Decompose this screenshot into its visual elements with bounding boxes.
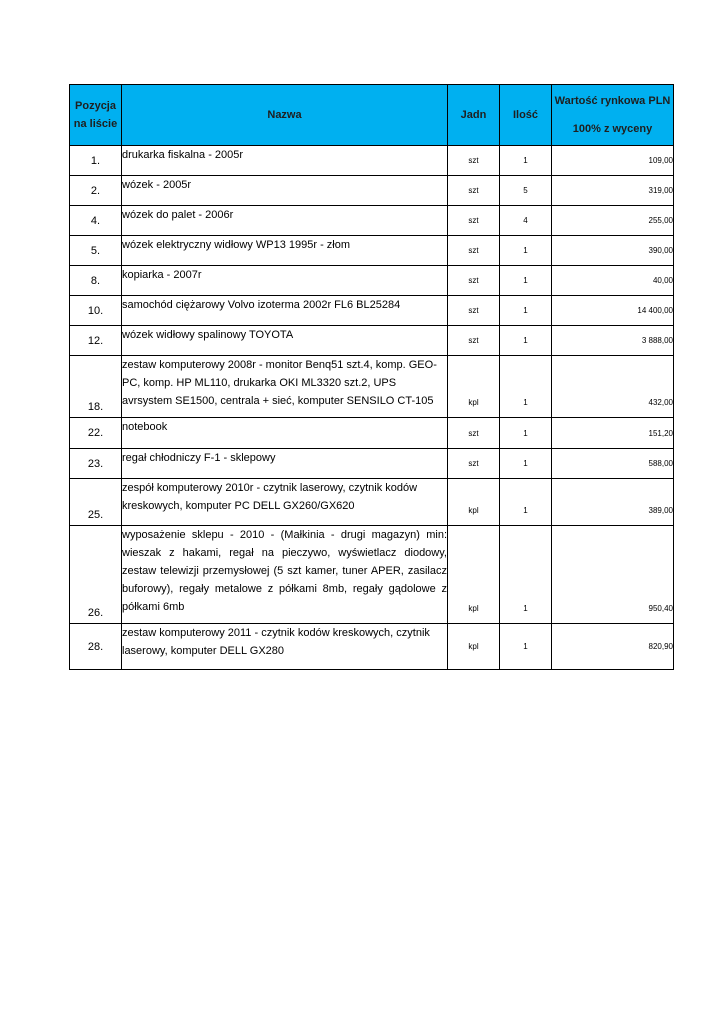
row-value: 820,90 [552, 624, 674, 670]
row-unit: kpl [448, 356, 500, 418]
row-value: 151,20 [552, 418, 674, 449]
row-unit: szt [448, 418, 500, 449]
table-row [70, 526, 674, 624]
row-name: kopiarka - 2007r [122, 266, 448, 296]
table-row [70, 479, 674, 526]
table-row [70, 418, 674, 449]
row-value: 40,00 [552, 266, 674, 296]
row-name: samochód ciężarowy Volvo izoterma 2002r FL6 BL25284 [122, 296, 448, 326]
row-quantity: 1 [500, 479, 552, 526]
inventory-table [69, 84, 674, 670]
header-value: Wartość rynkowa PLN 100% z wyceny [552, 85, 674, 146]
row-name: wyposażenie sklepu - 2010 - (Małkinia - drugi magazyn) min: wieszak z hakami, regał na pieczywo, wyświetlacz diodowy, zestaw telewizji przemysłowej (5 szt kamer, tuner APER, zasilacz buforowy), regały metalowe z półkami 8mb, regały gądolowe z półkami 6mb [122, 526, 448, 624]
row-position: 26. [70, 526, 122, 624]
row-name: zespół komputerowy 2010r - czytnik laserowy, czytnik kodów kreskowych, komputer PC DELL GX260/GX620 [122, 479, 448, 526]
table-row [70, 266, 674, 296]
row-quantity: 1 [500, 296, 552, 326]
row-position: 23. [70, 449, 122, 479]
row-position: 1. [70, 146, 122, 176]
row-position: 18. [70, 356, 122, 418]
row-unit: kpl [448, 526, 500, 624]
table-row [70, 356, 674, 418]
row-position: 5. [70, 236, 122, 266]
row-quantity: 4 [500, 206, 552, 236]
row-position: 4. [70, 206, 122, 236]
row-name: zestaw komputerowy 2011 - czytnik kodów kreskowych, czytnik laserowy, komputer DELL GX280 [122, 624, 448, 670]
row-value: 390,00 [552, 236, 674, 266]
row-quantity: 1 [500, 624, 552, 670]
row-quantity: 1 [500, 146, 552, 176]
row-quantity: 1 [500, 326, 552, 356]
table-row [70, 146, 674, 176]
row-value: 950,40 [552, 526, 674, 624]
row-position: 2. [70, 176, 122, 206]
row-name: wózek - 2005r [122, 176, 448, 206]
row-name: regał chłodniczy F-1 - sklepowy [122, 449, 448, 479]
row-value: 432,00 [552, 356, 674, 418]
row-name: wózek widłowy spalinowy TOYOTA [122, 326, 448, 356]
row-unit: szt [448, 326, 500, 356]
row-value: 3 888,00 [552, 326, 674, 356]
row-value: 588,00 [552, 449, 674, 479]
row-unit: szt [448, 236, 500, 266]
header-unit: Jadn [448, 85, 500, 146]
row-position: 28. [70, 624, 122, 670]
row-value: 109,00 [552, 146, 674, 176]
table-row [70, 236, 674, 266]
table-row [70, 206, 674, 236]
row-quantity: 1 [500, 526, 552, 624]
row-unit: szt [448, 206, 500, 236]
header-quantity: Ilość [500, 85, 552, 146]
row-quantity: 1 [500, 356, 552, 418]
row-position: 10. [70, 296, 122, 326]
row-name: zestaw komputerowy 2008r - monitor Benq51 szt.4, komp. GEO-PC, komp. HP ML110, drukarka OKI ML3320 szt.2, UPS avrsystem SE1500, centrala + sieć, komputer SENSILO CT-105 [122, 356, 448, 418]
table-row [70, 326, 674, 356]
row-value: 14 400,00 [552, 296, 674, 326]
row-unit: szt [448, 146, 500, 176]
row-name: wózek do palet - 2006r [122, 206, 448, 236]
row-position: 22. [70, 418, 122, 449]
header-row [70, 85, 674, 146]
row-unit: kpl [448, 479, 500, 526]
row-unit: szt [448, 296, 500, 326]
row-quantity: 1 [500, 266, 552, 296]
row-quantity: 5 [500, 176, 552, 206]
row-name: notebook [122, 418, 448, 449]
row-name: wózek elektryczny widłowy WP13 1995r - złom [122, 236, 448, 266]
row-quantity: 1 [500, 236, 552, 266]
row-name: drukarka fiskalna - 2005r [122, 146, 448, 176]
table-row [70, 176, 674, 206]
row-unit: szt [448, 266, 500, 296]
row-value: 255,00 [552, 206, 674, 236]
table-row [70, 296, 674, 326]
row-value: 389,00 [552, 479, 674, 526]
row-unit: szt [448, 449, 500, 479]
row-quantity: 1 [500, 449, 552, 479]
row-unit: kpl [448, 624, 500, 670]
row-position: 12. [70, 326, 122, 356]
row-quantity: 1 [500, 418, 552, 449]
header-name: Nazwa [122, 85, 448, 146]
table-row [70, 449, 674, 479]
row-position: 8. [70, 266, 122, 296]
table-row [70, 624, 674, 670]
row-unit: szt [448, 176, 500, 206]
row-position: 25. [70, 479, 122, 526]
row-value: 319,00 [552, 176, 674, 206]
header-position: Pozycja na liście [70, 85, 122, 146]
